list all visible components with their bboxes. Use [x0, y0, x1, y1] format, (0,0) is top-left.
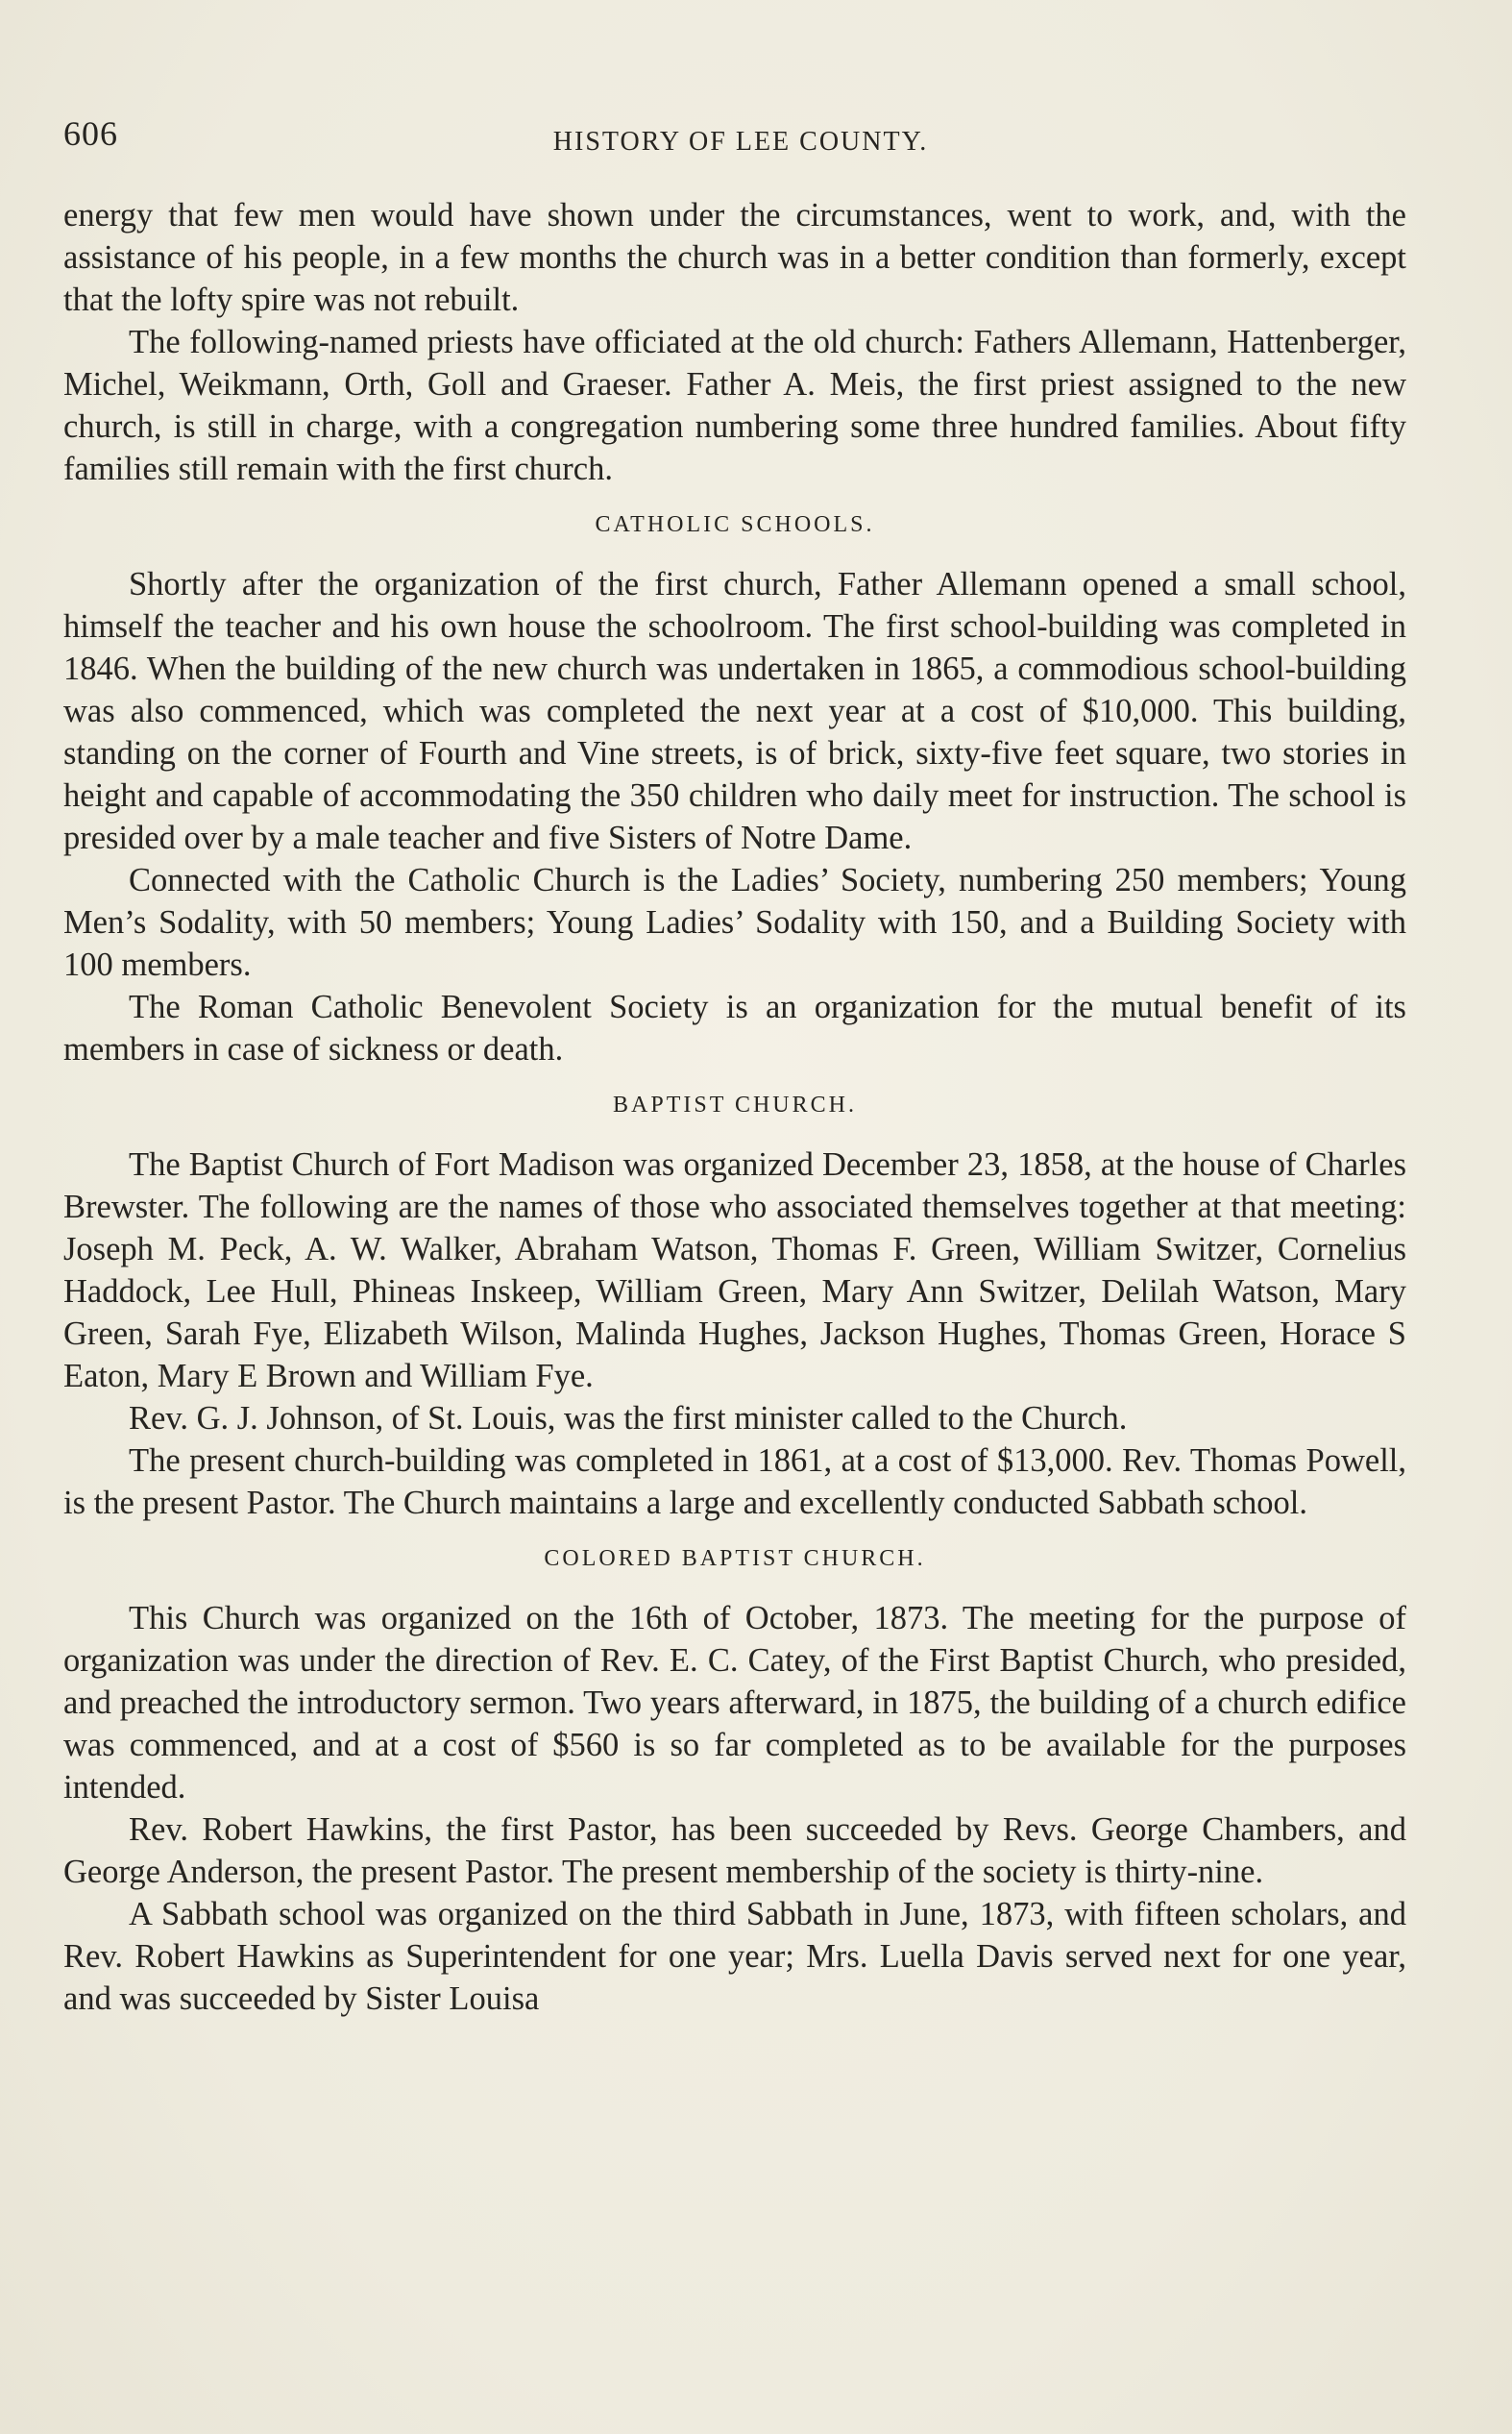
paragraph: This Church was organized on the 16th of October, 1873. The meeting for the purpose of organization was under the direction of Rev. E. C. Catey, of the First Baptist Church, who presided, and preached the introductory sermon. Two years afterward, in 1875, the building of a church edifice was commenced, and at a cost of $560 is so far completed as to be available for the purposes intended.	[63, 1600, 1406, 1806]
paragraph: The following-named priests have officiated at the old church: Fathers Allemann, Hattenberger, Michel, Weikmann, Orth, Goll and Graeser. Father A. Meis, the first priest assigned to the new church, is still in charge, with a congregation numbering some three hundred families. About fifty families still remain with the first church.	[63, 324, 1406, 487]
paragraph: Rev. Robert Hawkins, the first Pastor, has been succeeded by Revs. George Chambers, and George Anderson, the present Pastor. The present membership of the society is thirty-nine.	[63, 1811, 1406, 1890]
running-head: HISTORY OF LEE COUNTY.	[552, 127, 929, 157]
section-heading-baptist-church: BAPTIST CHURCH.	[613, 1093, 857, 1118]
section-heading-colored-baptist-church: COLORED BAPTIST CHURCH.	[544, 1546, 926, 1571]
page-header	[63, 113, 1418, 161]
paragraph: A Sabbath school was organized on the third Sabbath in June, 1873, with fifteen scholars, and Rev. Robert Hawkins as Superintendent for one year; Mrs. Luella Davis served next for one year, and was succeeded by Sister Louisa	[63, 1896, 1406, 2017]
paragraph: Connected with the Catholic Church is the Ladies’ Society, numbering 250 members; Young Men’s Sodality, with 50 members; Young Ladies’ Sodality with 150, and a Building Society with 100 members.	[63, 862, 1406, 983]
paragraph: Rev. G. J. Johnson, of St. Louis, was the first minister called to the Church.	[129, 1400, 1128, 1437]
paragraph: Shortly after the organization of the first church, Father Allemann opened a small school, himself the teacher and his own house the schoolroom. The first school-building was completed in 1846. When the building of the new church was undertaken in 1865, a commodious school-building was also commenced, which was completed the next year at a cost of $10,000. This building, standing on the corner of Fourth and Vine streets, is of brick, sixty-five feet square, two stories in height and capable of accommodating the 350 children who daily meet for instruction. The school is presided over by a male teacher and five Sisters of Notre Dame.	[63, 566, 1406, 856]
paragraph: The Roman Catholic Benevolent Society is an organization for the mutual benefit of its members in case of sickness or death.	[63, 989, 1406, 1068]
paragraph: energy that few men would have shown under the circumstances, went to work, and, with the assistance of his people, in a few months the church was in a better condition than formerly, except that the lofty spire was not rebuilt.	[63, 197, 1406, 318]
page-number: 606	[63, 114, 118, 153]
body-text	[63, 194, 1406, 2020]
paragraph: The Baptist Church of Fort Madison was organized December 23, 1858, at the house of Charles Brewster. The following are the names of those who associated themselves together at that meeting: Joseph M. Peck, A. W. Walker, Abraham Watson, Thomas F. Green, William Switzer, Cornelius Haddock, Lee Hull, Phineas Inskeep, William Green, Mary Ann Switzer, Delilah Watson, Mary Green, Sarah Fye, Elizabeth Wilson, Malinda Hughes, Jackson Hughes, Thomas Green, Horace S Eaton, Mary E Brown and William Fye.	[63, 1146, 1406, 1394]
section-heading-catholic-schools: CATHOLIC SCHOOLS.	[595, 512, 875, 537]
paragraph: The present church-building was completed in 1861, at a cost of $13,000. Rev. Thomas Powell, is the present Pastor. The Church maintains a large and excellently conducted Sabbath school.	[63, 1442, 1406, 1521]
